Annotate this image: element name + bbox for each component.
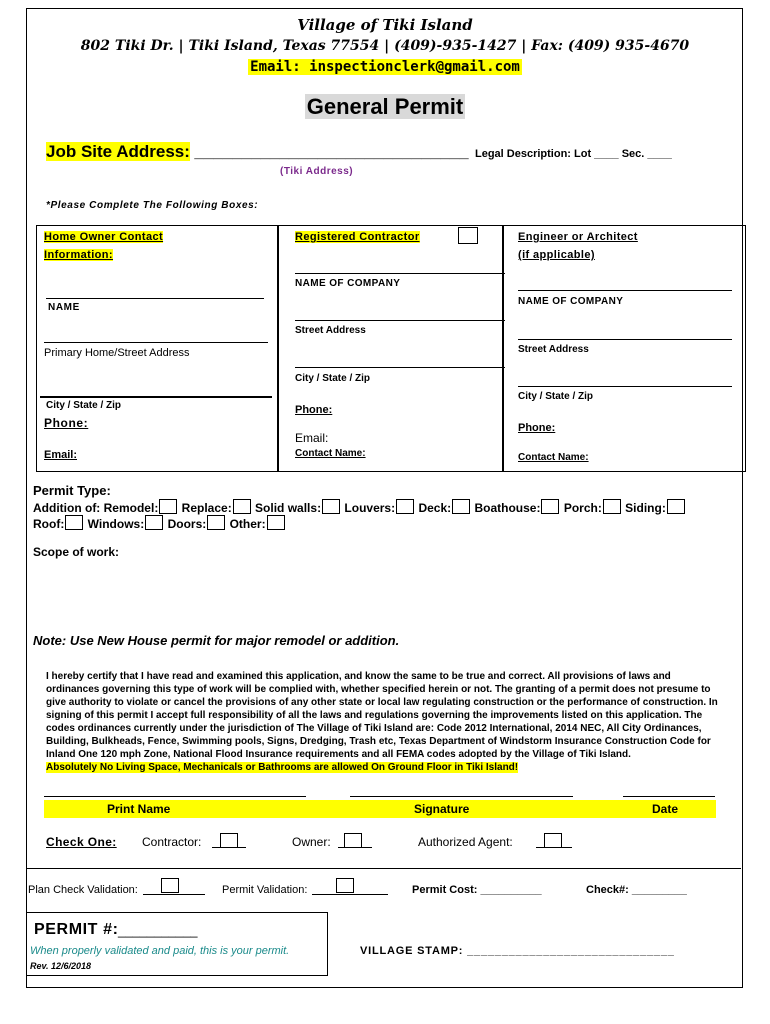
job-site-label: Job Site Address: [46, 142, 190, 161]
owner-street-line[interactable] [44, 342, 268, 343]
check-number[interactable]: Check#: _________ [586, 884, 687, 896]
home-owner-heading-2: Information: [44, 249, 113, 261]
owner-email-label: Email: [44, 449, 78, 461]
contractor-email-label: Email: [295, 431, 329, 445]
address-line: 802 Tiki Dr. | Tiki Island, Texas 77554 | (409)-935-1427 | Fax: (409) 935-4670 [80, 38, 690, 54]
date-label: Date [652, 802, 679, 816]
check-agent-field[interactable] [536, 833, 572, 848]
deck-checkbox[interactable] [452, 499, 470, 514]
date-line[interactable] [623, 796, 715, 797]
permit-cost[interactable]: Permit Cost: __________ [412, 884, 542, 896]
contractor-contact-label: Contact Name: [295, 448, 366, 459]
engineer-company-label: NAME OF COMPANY [518, 296, 624, 307]
contractor-street-label: Street Address [295, 325, 366, 336]
windows-checkbox[interactable] [145, 515, 163, 530]
owner-name-line[interactable] [46, 298, 264, 299]
check-owner-field[interactable] [338, 833, 372, 848]
contractor-street-line[interactable] [295, 320, 505, 321]
roof-checkbox[interactable] [65, 515, 83, 530]
engineer-contact-label: Contact Name: [518, 452, 589, 463]
permit-validation-label: Permit Validation: [222, 884, 308, 896]
engineer-street-label: Street Address [518, 344, 589, 355]
contractor-heading: Registered Contractor [295, 231, 420, 243]
remodel-checkbox[interactable] [159, 499, 177, 514]
siding-checkbox[interactable] [667, 499, 685, 514]
solid-walls-checkbox[interactable] [322, 499, 340, 514]
engineer-phone-label: Phone: [518, 422, 556, 434]
owner-street-label: Primary Home/Street Address [44, 347, 190, 359]
signature-line[interactable] [350, 796, 573, 797]
permit-validation-field[interactable] [312, 878, 388, 895]
home-owner-heading: Home Owner Contact [44, 231, 164, 243]
contractor-phone-label: Phone: [295, 404, 333, 416]
note: Note: Use New House permit for major remodel or addition. [33, 633, 400, 648]
page-title: General Permit [306, 94, 464, 119]
owner-name-label: NAME [48, 302, 80, 313]
porch-checkbox[interactable] [603, 499, 621, 514]
permit-number-label: PERMIT #: [34, 921, 119, 938]
owner-city-label: City / State / Zip [46, 400, 122, 411]
validation-divider [26, 868, 741, 869]
other-checkbox[interactable] [267, 515, 285, 530]
permit-type-row2: Roof: Windows: Doors: Other: [33, 515, 286, 531]
replace-checkbox[interactable] [233, 499, 251, 514]
legal-description[interactable]: Legal Description: Lot ____ Sec. ____ [475, 148, 672, 160]
check-contractor-label: Contractor: [142, 835, 202, 849]
print-name-label: Print Name [107, 802, 171, 816]
check-one-label: Check One: [46, 835, 117, 849]
job-site-input[interactable]: _____________________________ [194, 142, 469, 161]
check-owner-label: Owner: [292, 835, 331, 849]
boathouse-checkbox[interactable] [541, 499, 559, 514]
instructions: *Please Complete The Following Boxes: [46, 200, 259, 211]
contractor-checkbox[interactable] [458, 227, 478, 244]
plan-check-field[interactable] [143, 878, 205, 895]
print-name-line[interactable] [44, 796, 306, 797]
signature-label: Signature [414, 802, 470, 816]
tiki-address-hint: (Tiki Address) [280, 166, 354, 177]
ground-floor-warning: Absolutely No Living Space, Mechanicals or Bathrooms are allowed On Ground Floor in Tiki Island! [46, 762, 519, 773]
validated-note: When properly validated and paid, this is your permit. [30, 945, 290, 957]
scope-of-work-label: Scope of work: [33, 545, 120, 559]
village-name: Village of Tiki Island [297, 16, 473, 34]
permit-type-row1: Addition of: Remodel: Replace: Solid walls: Louvers: Deck: Boathouse: Porch: Siding: [33, 499, 686, 515]
owner-phone-label: Phone: [44, 416, 89, 430]
scope-of-work-field[interactable] [33, 565, 733, 620]
contractor-company-line[interactable] [295, 273, 505, 274]
email-header: Email: inspectionclerk@gmail.com [250, 59, 520, 75]
owner-city-line[interactable] [40, 396, 272, 398]
doors-checkbox[interactable] [207, 515, 225, 530]
check-agent-label: Authorized Agent: [418, 835, 513, 849]
revision-date: Rev. 12/6/2018 [30, 961, 92, 971]
plan-check-label: Plan Check Validation: [28, 884, 138, 896]
engineer-heading-2: (if applicable) [518, 249, 595, 261]
engineer-company-line[interactable] [518, 290, 732, 291]
engineer-street-line[interactable] [518, 339, 732, 340]
contractor-city-line[interactable] [295, 367, 505, 368]
engineer-heading: Engineer or Architect [518, 231, 638, 243]
contractor-city-label: City / State / Zip [295, 373, 371, 384]
engineer-city-label: City / State / Zip [518, 391, 594, 402]
louvers-checkbox[interactable] [396, 499, 414, 514]
permit-number-field[interactable]: ___________ [118, 923, 198, 938]
permit-type-label: Permit Type: [33, 483, 111, 498]
contractor-company-label: NAME OF COMPANY [295, 278, 401, 289]
check-contractor-field[interactable] [212, 833, 246, 848]
certification-text: I hereby certify that I have read and examined this application, and know the same to be true and correct. All provisions of laws and ordinances governing this type of work will be complied with, whether specified herein or not. The granting of a permit does not presume to give authority to violate or cancel the provisions of any other state or local law regulating construction or the performance of construction. In signing of this permit I accept full responsibility of all the laws and regulations governing the improvements listed on this application. The codes ordinances currently under the jurisdiction of The Village of Tiki Island are: Code 2012 International, 2014 NEC, All City Ordinances, Building, Bulkheads, Fence, Swimming pools, Signs, Dredging, Trash etc, Texas Department of Windstorm Insurance Construction Code for Inland One 120 mph Zone, National Flood Insurance requirements and all FEMA codes adopted by the Village of Tiki Island. Absolutely No Living Space, Mechanicals or Bathrooms are allowed On Ground Floor in Tiki Island! [46, 671, 718, 773]
engineer-city-line[interactable] [518, 386, 732, 387]
village-stamp: VILLAGE STAMP: ______________________________ [360, 945, 675, 957]
